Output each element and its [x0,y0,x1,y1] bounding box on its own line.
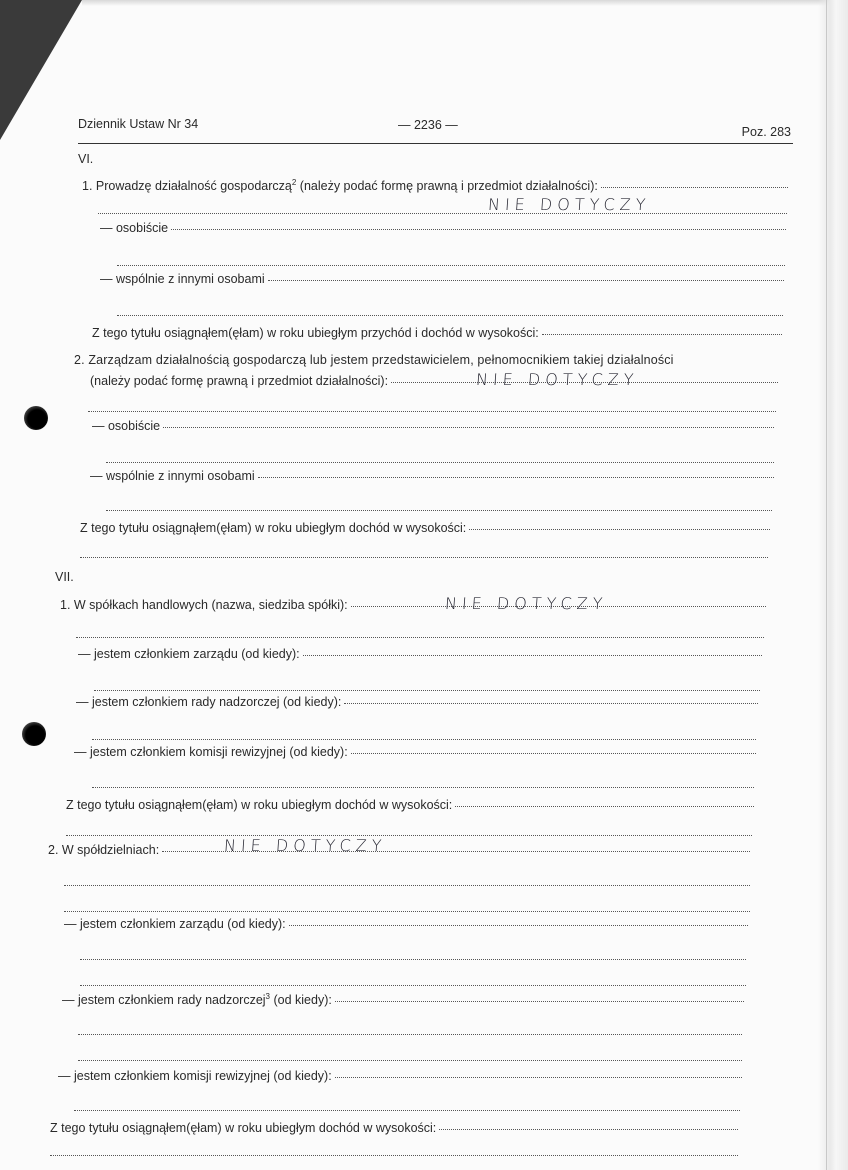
fill-line [258,476,774,478]
field-label: Z tego tytułu osiągnąłem(ęłam) w roku ubiegłym dochód w wysokości: [80,521,467,535]
page-header [78,115,793,144]
footnote-marker: 3 [265,991,270,1001]
field-personal-2[interactable] [92,418,774,434]
field-jointly[interactable] [100,271,784,287]
field-label: — osobiście [100,221,169,235]
fill-line [469,528,770,530]
field-label: — jestem członkiem komisji rewizyjnej (od kiedy): [58,1069,332,1083]
fill-line [344,702,758,704]
handwritten-answer: NIE DOTYCZY [487,195,652,214]
field-label: — jestem członkiem rady nadzorczej [62,993,266,1007]
fill-line [455,805,754,807]
field-label-cont: (należy podać formę prawną i przedmiot działalności): [296,179,598,193]
field-supervisory-board-2[interactable] [62,992,744,1008]
field-management-label [74,352,780,368]
scan-dark-corner [0,0,82,140]
field-label: Z tego tytułu osiągnąłem(ęłam) w roku ubiegłym dochód w wysokości: [50,1121,437,1135]
field-audit-committee[interactable] [74,744,756,760]
field-supervisory-board[interactable] [76,694,758,710]
field-business-activity[interactable] [82,178,788,194]
punch-hole-icon [24,406,48,430]
fill-line[interactable] [98,212,787,214]
section-heading-vi: VI. [78,152,94,166]
fill-line[interactable] [92,786,754,788]
fill-line[interactable] [92,738,756,740]
field-income-2[interactable] [80,520,770,536]
field-cooperatives[interactable] [48,842,750,858]
footnote-marker: 2 [291,177,297,187]
fill-line [335,1076,742,1078]
fill-line[interactable] [106,509,772,511]
fill-line[interactable] [64,910,750,912]
position-number: Poz. 283 [741,125,791,139]
handwritten-answer: NIE DOTYCZY [223,836,388,855]
fill-line[interactable] [66,834,752,836]
field-income-4[interactable] [50,1120,738,1136]
fill-line[interactable] [117,264,785,266]
handwritten-answer: NIE DOTYCZY [475,370,640,389]
field-label: — jestem członkiem komisji rewizyjnej (od kiedy): [74,745,348,759]
scan-top-shadow [82,0,848,6]
scan-page-edge [818,0,848,1170]
fill-line[interactable] [106,461,774,463]
fill-line[interactable] [80,958,746,960]
fill-line [171,228,786,230]
field-management[interactable] [90,373,778,389]
field-label: — wspólnie z innymi osobami [90,469,255,483]
field-income-3[interactable] [66,797,754,813]
fill-line [268,279,784,281]
punch-hole-icon [22,722,46,746]
field-audit-committee-2[interactable] [58,1068,742,1084]
field-board-member[interactable] [78,646,762,662]
fill-line[interactable] [78,1059,742,1061]
fill-line[interactable] [117,314,783,316]
field-label: — wspólnie z innymi osobami [100,272,265,286]
field-label: — jestem członkiem zarządu (od kiedy): [78,647,300,661]
fill-line [163,426,774,428]
field-label: 1. Prowadzę działalność gospodarczą [82,179,292,193]
field-label: (należy podać formę prawną i przedmiot działalności): [90,374,389,388]
fill-line[interactable] [88,410,776,412]
field-label: — osobiście [92,419,161,433]
fill-line[interactable] [80,984,746,986]
page-number: — 2236 — [398,118,458,132]
fill-line[interactable] [94,689,760,691]
fill-line [335,1000,744,1002]
field-label-cont: (od kiedy): [270,993,332,1007]
field-jointly-2[interactable] [90,468,774,484]
fill-line[interactable] [74,1109,740,1111]
fill-line [351,752,756,754]
field-personal[interactable] [100,220,786,236]
fill-line[interactable] [64,884,750,886]
fill-line [439,1128,738,1130]
handwritten-answer: NIE DOTYCZY [444,594,609,613]
field-label: Z tego tytułu osiągnąłem(ęłam) w roku ubiegłym dochód w wysokości: [66,798,453,812]
fill-line [289,924,748,926]
fill-line[interactable] [76,636,764,638]
field-label: Z tego tytułu osiągnąłem(ęłam) w roku ubiegłym przychód i dochód w wysokości: [92,326,539,340]
field-label: — jestem członkiem rady nadzorczej (od kiedy): [76,695,342,709]
fill-line [542,333,782,335]
fill-line[interactable] [78,1033,742,1035]
field-label: — jestem członkiem zarządu (od kiedy): [64,917,286,931]
fill-line[interactable] [50,1154,738,1156]
field-label: 2. W spółdzielniach: [48,843,160,857]
fill-line [303,654,762,656]
section-heading-vii: VII. [55,570,74,584]
field-label: 1. W spółkach handlowych (nazwa, siedziba spółki): [60,598,348,612]
fill-line [601,186,788,188]
fill-line[interactable] [80,556,768,558]
field-board-member-2[interactable] [64,916,748,932]
field-label: 2. Zarządzam działalnością gospodarczą lub jestem przedstawicielem, pełnomocnikiem takiej działalności [74,353,674,367]
field-commercial-companies[interactable] [60,597,766,613]
journal-title: Dziennik Ustaw Nr 34 [78,117,199,131]
field-income-revenue[interactable] [92,325,782,341]
